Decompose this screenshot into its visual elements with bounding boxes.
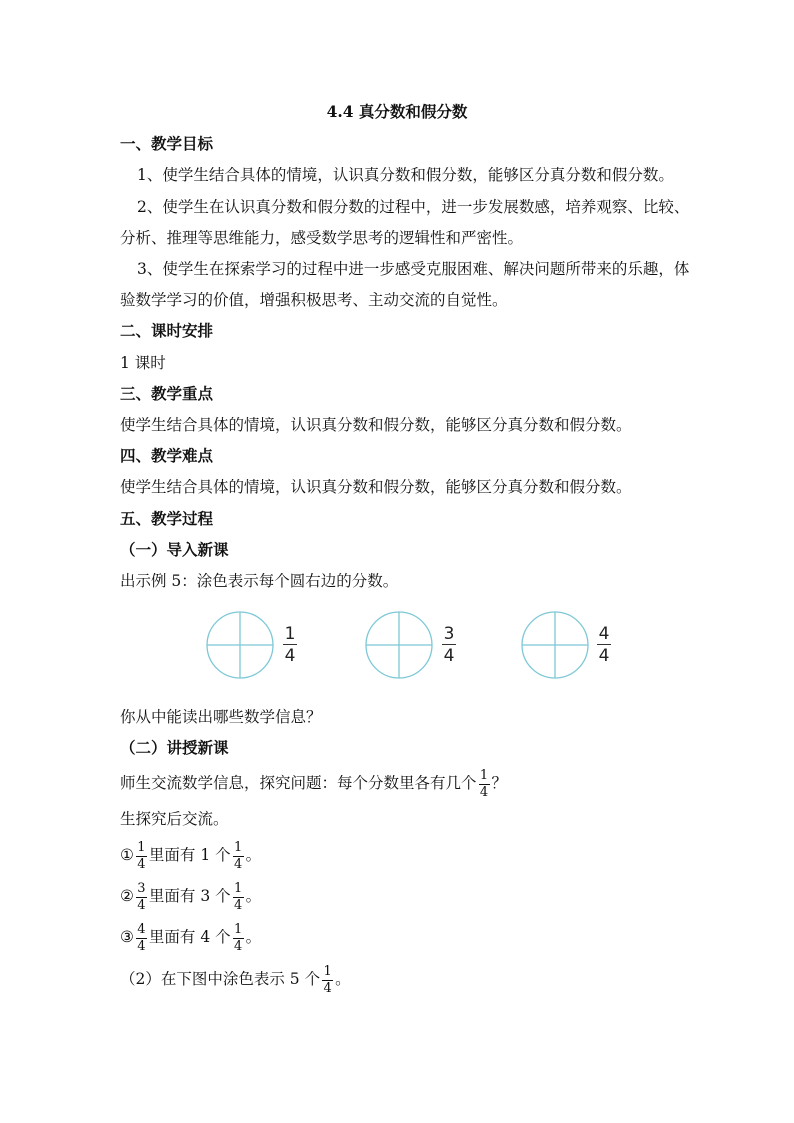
item-3 [120, 920, 261, 954]
task-2-text: （2）在下图中涂色表示 5 个 [120, 970, 321, 988]
item-3-text: 里面有 4 个 [148, 928, 231, 946]
fraction-numerator: 1 [233, 839, 243, 855]
key-text: 使学生结合具体的情境，认识真分数和假分数，能够区分真分数和假分数。 [120, 416, 632, 434]
goal-3-line-2: 验数学学习的价值，增强积极思考、主动交流的自觉性。 [120, 291, 508, 309]
fraction-four-quarters [136, 923, 147, 954]
task-2 [120, 962, 351, 996]
item-2 [120, 879, 261, 913]
circle-1-denominator: 4 [284, 646, 296, 666]
fraction-denominator: 4 [137, 938, 146, 954]
circle-2 [366, 612, 432, 678]
question-text: 你从中能读出哪些数学信息？ [120, 708, 322, 726]
circle-2-fraction-bar [442, 644, 456, 645]
example-text: 出示例 5：涂色表示每个圆右边的分数。 [120, 572, 399, 590]
circle-1-fraction [283, 625, 297, 665]
circle-1 [207, 612, 273, 678]
item-1-end: 。 [245, 846, 262, 864]
circle-3-numerator: 4 [598, 624, 610, 644]
section-heading-goals: 一、教学目标 [120, 134, 214, 153]
goal-2-line-1: 2、使学生在认识真分数和假分数的过程中，进一步发展数感，培养观察、比较、 [137, 198, 690, 216]
fraction-denominator: 4 [137, 897, 146, 913]
subsection-intro: （一）导入新课 [120, 540, 229, 559]
fraction-quarter [233, 923, 244, 954]
subsection-teach: （二）讲授新课 [120, 738, 229, 757]
circle-2-fraction [442, 625, 456, 665]
item-3-end: 。 [245, 928, 262, 946]
fraction-numerator: 1 [323, 963, 332, 979]
schedule-text: 1 课时 [120, 354, 166, 372]
circle-3-fraction [597, 625, 611, 665]
circle-3 [522, 612, 588, 678]
fraction-three-quarters [136, 882, 147, 913]
item-1 [120, 838, 261, 872]
fraction-numerator: 1 [479, 767, 489, 783]
circle-3-denominator: 4 [598, 646, 610, 666]
goal-1: 1、使学生结合具体的情境，认识真分数和假分数，能够区分真分数和假分数。 [137, 166, 674, 184]
fraction-quarter [479, 769, 490, 800]
fraction-numerator: 3 [137, 880, 146, 896]
item-2-marker: ② [120, 887, 134, 905]
fraction-denominator: 4 [137, 856, 146, 872]
task-2-end: 。 [335, 970, 351, 988]
item-2-end: 。 [245, 887, 262, 905]
item-3-marker: ③ [120, 928, 134, 946]
goal-2-line-2: 分析、推理等思维能力，感受数学思考的逻辑性和严密性。 [120, 229, 524, 247]
fraction-circles [0, 605, 794, 685]
exchange-line [120, 768, 507, 800]
item-2-text: 里面有 3 个 [148, 887, 231, 905]
explore-text: 生探究后交流。 [120, 810, 229, 828]
fraction-quarter [233, 882, 244, 913]
circles-svg [0, 605, 794, 685]
fraction-numerator: 4 [137, 921, 146, 937]
goal-3-line-1: 3、使学生在探索学习的过程中进一步感受克服困难、解决问题所带来的乐趣，体 [137, 260, 690, 278]
circle-1-numerator: 1 [284, 624, 296, 644]
fraction-denominator: 4 [323, 980, 332, 996]
fraction-denominator: 4 [233, 897, 243, 913]
section-heading-schedule: 二、课时安排 [120, 321, 214, 340]
fraction-denominator: 4 [233, 856, 243, 872]
fraction-numerator: 1 [233, 880, 243, 896]
circle-2-numerator: 3 [443, 624, 455, 644]
circle-3-fraction-bar [597, 644, 611, 645]
section-heading-difficulty: 四、教学难点 [120, 446, 214, 465]
fraction-quarter [322, 965, 333, 996]
item-1-marker: ① [120, 846, 134, 864]
fraction-denominator: 4 [233, 938, 243, 954]
page-title: 4.4 真分数和假分数 [326, 102, 468, 121]
circle-2-denominator: 4 [443, 646, 455, 666]
section-heading-key: 三、教学重点 [120, 384, 214, 403]
fraction-quarter [233, 841, 244, 872]
exchange-end: ？ [491, 774, 508, 792]
section-heading-process: 五、教学过程 [120, 509, 214, 528]
circle-1-fraction-bar [283, 644, 297, 645]
difficulty-text: 使学生结合具体的情境，认识真分数和假分数，能够区分真分数和假分数。 [120, 478, 632, 496]
fraction-one-quarter [136, 841, 147, 872]
fraction-denominator: 4 [479, 784, 489, 800]
exchange-text: 师生交流数学信息，探究问题：每个分数里各有几个 [120, 774, 477, 792]
item-1-text: 里面有 1 个 [148, 846, 231, 864]
fraction-numerator: 1 [233, 921, 243, 937]
fraction-numerator: 1 [137, 839, 146, 855]
